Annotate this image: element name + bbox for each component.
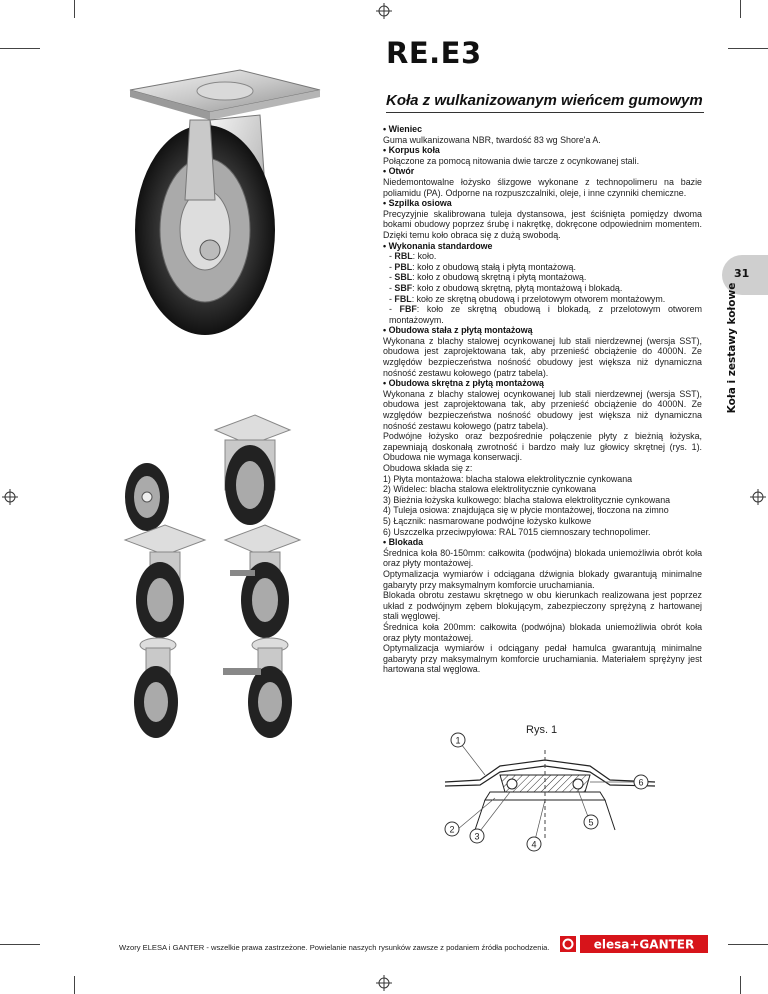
caster-pbl-thumbnail: [205, 410, 295, 530]
section-heading: • Szpilka osiowa: [383, 198, 452, 209]
caster-fbl-thumbnail: [118, 630, 198, 745]
crop-mark: [728, 944, 768, 945]
section-heading: • Blokada: [383, 537, 424, 548]
variant-desc: : koło ze skrętną obudową i blokadą, z przelotowym otworem montażowym.: [389, 304, 703, 325]
variant-code: SBF: [394, 282, 413, 293]
paragraph: Guma wulkanizowana NBR, twardość 83 wg Shore'a A.: [383, 134, 601, 145]
paragraph: Blokada obrotu zestawu skrętnego w obu kierunkach realizowana jest poprzez układ z podwójnym zębem blokującym, zabezpieczony sprężyną z hartowanej stali węglowej.: [383, 590, 702, 622]
section-heading: • Wykonania standardowe: [383, 240, 493, 251]
product-description: [383, 124, 702, 675]
caster-sbl-thumbnail: [120, 520, 210, 640]
paragraph: Optymalizacja wymiarów i odciągany pedał hamulca gwarantują minimalne gabaryty przy maksymalnym komforcie uruchamiania. Materiałem sprężyny jest hartowana stal węglowa.: [383, 643, 702, 675]
registration-mark-icon: [376, 3, 392, 19]
paragraph: Precyzyjnie skalibrowana tuleja dystansowa, jest ściśnięta pomiędzy dwoma bokami obudowy poprzez śrubę i nakrętkę, dokręcone odpowiednim momentem. Dzięki temu koło obraca się z dużą swobodą.: [383, 208, 702, 240]
list-item: 1) Płyta montażowa: blacha stalowa elektrolitycznie cynkowana: [383, 473, 633, 484]
paragraph: Obudowa składa się z:: [383, 463, 473, 473]
variant-desc: : koło z obudową skrętną i płytą montażową.: [412, 272, 587, 283]
list-item: - PBL: koło z obudową stałą i płytą montażową.: [389, 261, 576, 272]
paragraph: Niedemontowalne łożysko ślizgowe wykonane z technopolimeru na bazie poliamidu (PA). Odporne na rozpuszczalniki, oleje, i inne czynniki chemiczne.: [383, 176, 702, 198]
paragraph: Podwójne łożysko oraz bezpośrednie połączenie płyty z bieżnią łożyska, zapewniają doskonałą zwrotność i bardzo mały luz głowicy skrętnej (rys. 1). Obudowa nie wymaga konserwacji.: [383, 431, 702, 463]
crop-mark: [0, 944, 40, 945]
variant-desc: : koło ze skrętną obudową i przelotowym otworem montażowym.: [411, 293, 666, 304]
paragraph: Optymalizacja wymiarów i odciągana dźwignia blokady gwarantują minimalne gabaryty przy maksymalnym komforcie uruchamiania.: [383, 568, 702, 590]
section-heading: • Obudowa stała z płytą montażową: [383, 325, 533, 336]
callout-4: 4: [531, 839, 537, 850]
section-label: Koła i zestawy kołowe: [726, 282, 738, 413]
list-item: 4) Tuleja osiowa: znajdująca się w płycie montażowej, tłoczona na zimno: [383, 505, 669, 516]
section-heading: • Wieniec: [383, 124, 423, 134]
list-item: 3) Bieżnia łożyska kulkowego: blacha stalowa elektrolitycznie cynkowana: [383, 494, 671, 505]
variant-code: FBF: [399, 304, 417, 315]
paragraph: Połączone za pomocą nitowania dwie tarcze z ocynkowanej stali.: [383, 155, 640, 166]
swivel-head-cross-section-diagram: [440, 730, 665, 855]
variant-code: SBL: [394, 272, 413, 283]
figure-label: Rys. 1: [526, 724, 558, 736]
crop-mark: [0, 48, 40, 49]
section-heading: • Otwór: [383, 166, 415, 177]
registration-mark-icon: [2, 489, 18, 505]
callout-1: 1: [455, 735, 461, 746]
callout-6: 6: [638, 777, 644, 788]
copyright-footer: Wzory ELESA i GANTER - wszelkie prawa zastrzeżone. Powielanie naszych rysunków zawsze z podaniem źródła pochodzenia.: [119, 943, 550, 952]
page-number: 31: [734, 267, 750, 280]
registration-mark-icon: [750, 489, 766, 505]
variant-desc: : koło.: [412, 251, 437, 262]
variant-code: FBL: [394, 293, 412, 304]
paragraph: Wykonana z blachy stalowej ocynkowanej lub stali nierdzewnej (wersja SST), obudowa jest zaprojektowana tak, aby przenieść obciążenie do 4000N. Ze względów bezpieczeństwa nośność obudowy jest większa niż dynamiczna nośność zestawu kołowego (patrz tabela).: [383, 335, 702, 378]
variant-code: RBL: [394, 251, 413, 262]
list-item: - SBL: koło z obudową skrętną i płytą montażową.: [389, 272, 587, 283]
logo-text: elesa+GANTER: [593, 937, 695, 952]
list-item: - FBF: koło ze skrętną obudową i blokadą, z przelotowym otworem montażowym.: [389, 304, 703, 325]
list-item: - SBF: koło z obudową skrętną, płytą montażową i blokadą.: [389, 282, 623, 293]
variant-desc: : koło z obudową stałą i płytą montażową.: [412, 261, 576, 272]
crop-mark: [728, 48, 768, 49]
crop-mark: [74, 0, 75, 18]
crop-mark: [740, 976, 741, 994]
variant-code: PBL: [394, 261, 413, 272]
crop-mark: [74, 976, 75, 994]
paragraph: Wykonana z blachy stalowej ocynkowanej lub stali nierdzewnej (wersja SST), obudowa jest zaprojektowana tak, aby przenieść obciążenie do 4000N. Ze względów bezpieczeństwa nośność obudowy jest większa niż dynamiczna nośność zestawu kołowego (patrz tabela).: [383, 388, 702, 431]
section-label-vertical: [722, 282, 742, 413]
caster-sbf-thumbnail: [215, 520, 305, 640]
list-item: - RBL: koło.: [389, 251, 437, 262]
callout-5: 5: [588, 817, 594, 828]
caster-fbf-thumbnail: [215, 630, 305, 745]
registration-mark-icon: [376, 975, 392, 991]
list-item: - FBL: koło ze skrętną obudową i przelotowym otworem montażowym.: [389, 293, 666, 304]
paragraph: Średnica koła 200mm: całkowita (podwójna) blokada uniemożliwia obrót koła oraz płyty montażowej.: [383, 621, 702, 643]
callout-3: 3: [474, 831, 480, 842]
crop-mark: [740, 0, 741, 18]
list-item: 5) Łącznik: nasmarowane podwójne łożysko kulkowe: [383, 515, 592, 526]
paragraph: Średnica koła 80-150mm: całkowita (podwójna) blokada uniemożliwia obrót koła oraz płyty montażowej.: [383, 547, 702, 569]
section-heading: • Korpus koła: [383, 145, 440, 156]
product-code-title: RE.E3: [386, 36, 482, 70]
elesa-ganter-logo: [560, 933, 710, 955]
variant-desc: : koło z obudową skrętną, płytą montażową i blokadą.: [412, 282, 623, 293]
list-item: 6) Uszczelka przeciwpyłowa: RAL 7015 ciemnoszary technopolimer.: [383, 526, 651, 537]
section-heading: • Obudowa skrętna z płytą montażową: [383, 378, 544, 389]
callout-2: 2: [449, 824, 455, 835]
swivel-caster-illustration: [110, 60, 350, 350]
list-item: 2) Widelec: blacha stalowa elektrolitycznie cynkowana: [383, 484, 597, 495]
page-subtitle: Koła z wulkanizowanym wieńcem gumowym: [386, 92, 704, 113]
